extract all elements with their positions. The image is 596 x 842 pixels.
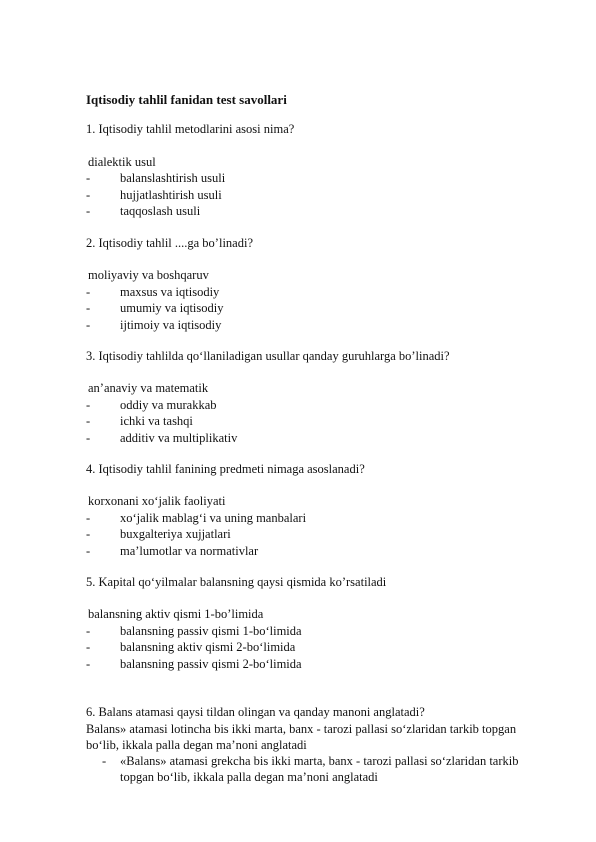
document-title: Iqtisodiy tahlil fanidan test savollari — [86, 92, 287, 107]
question-3: 3. Iqtisodiy tahlilda qo‘llaniladigan usullar qanday guruhlarga bo’linadi? — [86, 349, 450, 363]
question-5-answer: balansning aktiv qismi 1-bo’limida — [88, 607, 264, 621]
question-4-answer: korxonani xo‘jalik faoliyati — [88, 494, 226, 508]
question-6-answer: Balans» atamasi lotincha bis ikki marta, banx - tarozi pallasi so‘zlaridan tarkib topgan bo‘lib, ikkala palla degan ma’noni anglatadi — [86, 722, 517, 752]
question-6-option-1: - «Balans» atamasi grekcha bis ikki marta, banx - tarozi pallasi so‘zlaridan tarkib topgan bo‘lib, ikkala palla degan ma’noni anglatadi — [102, 754, 519, 784]
question-4: 4. Iqtisodiy tahlil fanining predmeti nimaga asoslanadi? — [86, 462, 365, 476]
question-1: 1. Iqtisodiy tahlil metodlarini asosi nima? — [86, 122, 295, 136]
question-6: 6. Balans atamasi qaysi tildan olingan va qanday manoni anglatadi? — [86, 705, 425, 719]
document-page: Iqtisodiy tahlil fanidan test savollari 1. Iqtisodiy tahlil metodlarini asosi nima? dialektik usul - balanslashtirish usuli - hujjatlashtirish usuli - taqqoslash usuli 2. Iqtisodiy tahlil ....ga bo’linadi? moliyaviy va boshqaruv - maxsus va iqtisodiy - umumiy va iqtisodiy - ijtimoiy va iqtisodiy 3. Iqtisodiy tahlilda qo‘llaniladigan usullar qanday guruhlarga bo’linadi? an’anaviy va matematik - oddiy va murakkab - ichki va tashqi - additiv va multiplikativ 4. Iqtisodiy tahlil fanining predmeti nimaga asoslanadi? korxonani xo‘jalik faoliyati - xo‘jalik mablag‘i va uning manbalari - buxgalteriya xujjatlari - ma’lumotlar va normativlar 5. Kapital qo‘yilmalar balansning qaysi qismida ko’rsatiladi balansning aktiv qismi 1-bo’limida - balansning passiv qismi 1-bo‘limida - balansning aktiv qismi 2-bo‘limida - balansning passiv qismi 2-bo‘limida 6. Balans atamasi qaysi tildan olingan va qanday manoni anglatadi? Balans» atamasi lotincha bis ikki marta, banx - tarozi pallasi so‘zlaridan tarkib topgan bo‘lib, ikkala palla degan ma’noni anglatadi - «Balans» atamasi grekcha bis ikki marta, banx - tarozi pallasi so‘zlaridan tarkib topgan bo‘lib, ikkala palla degan ma’noni anglatadi — [0, 0, 596, 842]
question-1-answer: dialektik usul — [88, 155, 156, 169]
question-2-answer: moliyaviy va boshqaruv — [88, 268, 209, 282]
question-2: 2. Iqtisodiy tahlil ....ga bo’linadi? — [86, 236, 253, 250]
question-5: 5. Kapital qo‘yilmalar balansning qaysi qismida ko’rsatiladi — [86, 575, 387, 589]
question-3-answer: an’anaviy va matematik — [88, 381, 209, 395]
